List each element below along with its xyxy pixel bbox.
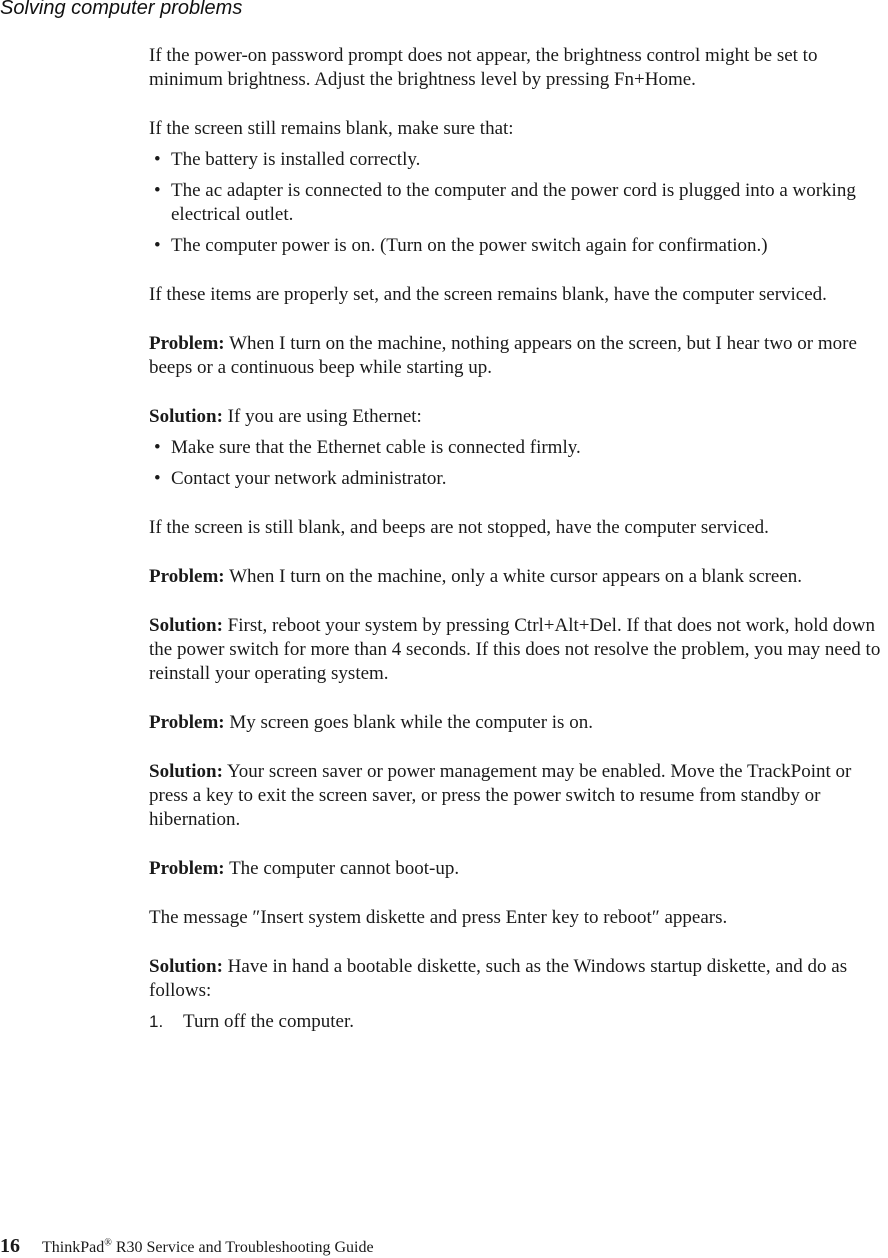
problem-3: Problem: My screen goes blank while the computer is on. bbox=[149, 712, 593, 733]
numbered-step: 1. Turn off the computer. bbox=[149, 1011, 354, 1032]
running-header: Solving computer problems bbox=[0, 0, 243, 19]
problem-1: Problem: When I turn on the machine, nothing appears on the screen, but I hear two or more beeps or a continuous beep while starting up. bbox=[149, 333, 857, 378]
paragraph-screen-blank: If the screen still remains blank, make sure that: bbox=[149, 118, 514, 139]
list-item: • The battery is installed correctly. bbox=[154, 149, 421, 170]
list-item: • Contact your network administrator. bbox=[154, 468, 447, 489]
list-item: • The ac adapter is connected to the computer and the power cord is plugged into a working electrical outlet. bbox=[154, 180, 856, 225]
solution-3: Solution: Your screen saver or power management may be enabled. Move the TrackPoint or press a key to exit the screen saver, or press the power switch to resume from standby or hibernation. bbox=[149, 761, 852, 830]
solution-1: Solution: If you are using Ethernet: bbox=[149, 406, 422, 427]
page-body bbox=[149, 44, 888, 1034]
solution-4: Solution: Have in hand a bootable diskette, such as the Windows startup diskette, and do as follows: bbox=[149, 956, 848, 1001]
list-item: • The computer power is on. (Turn on the power switch again for confirmation.) bbox=[154, 235, 768, 256]
solution-2: Solution: First, reboot your system by pressing Ctrl+Alt+Del. If that does not work, hold down the power switch for more than 4 seconds. If this does not resolve the problem, you may need to reinstall your operating system. bbox=[149, 615, 881, 684]
problem-4: Problem: The computer cannot boot-up. bbox=[149, 858, 460, 879]
problem-2: Problem: When I turn on the machine, only a white cursor appears on a blank screen. bbox=[149, 566, 803, 587]
paragraph-serviced: If these items are properly set, and the screen remains blank, have the computer serviced. bbox=[149, 284, 827, 305]
list-item: • Make sure that the Ethernet cable is connected firmly. bbox=[154, 437, 581, 458]
page-footer bbox=[0, 1235, 374, 1258]
page-number: 16 bbox=[0, 1235, 20, 1257]
footer-title: ThinkPad® R30 Service and Troubleshooting Guide bbox=[42, 1237, 374, 1256]
paragraph-beeps: If the screen is still blank, and beeps are not stopped, have the computer serviced. bbox=[149, 517, 769, 538]
paragraph-message: The message ″Insert system diskette and press Enter key to reboot″ appears. bbox=[149, 907, 728, 928]
paragraph-brightness: If the power-on password prompt does not appear, the brightness control might be set to minimum brightness. Adjust the brightness level by pressing Fn+Home. bbox=[149, 45, 818, 90]
